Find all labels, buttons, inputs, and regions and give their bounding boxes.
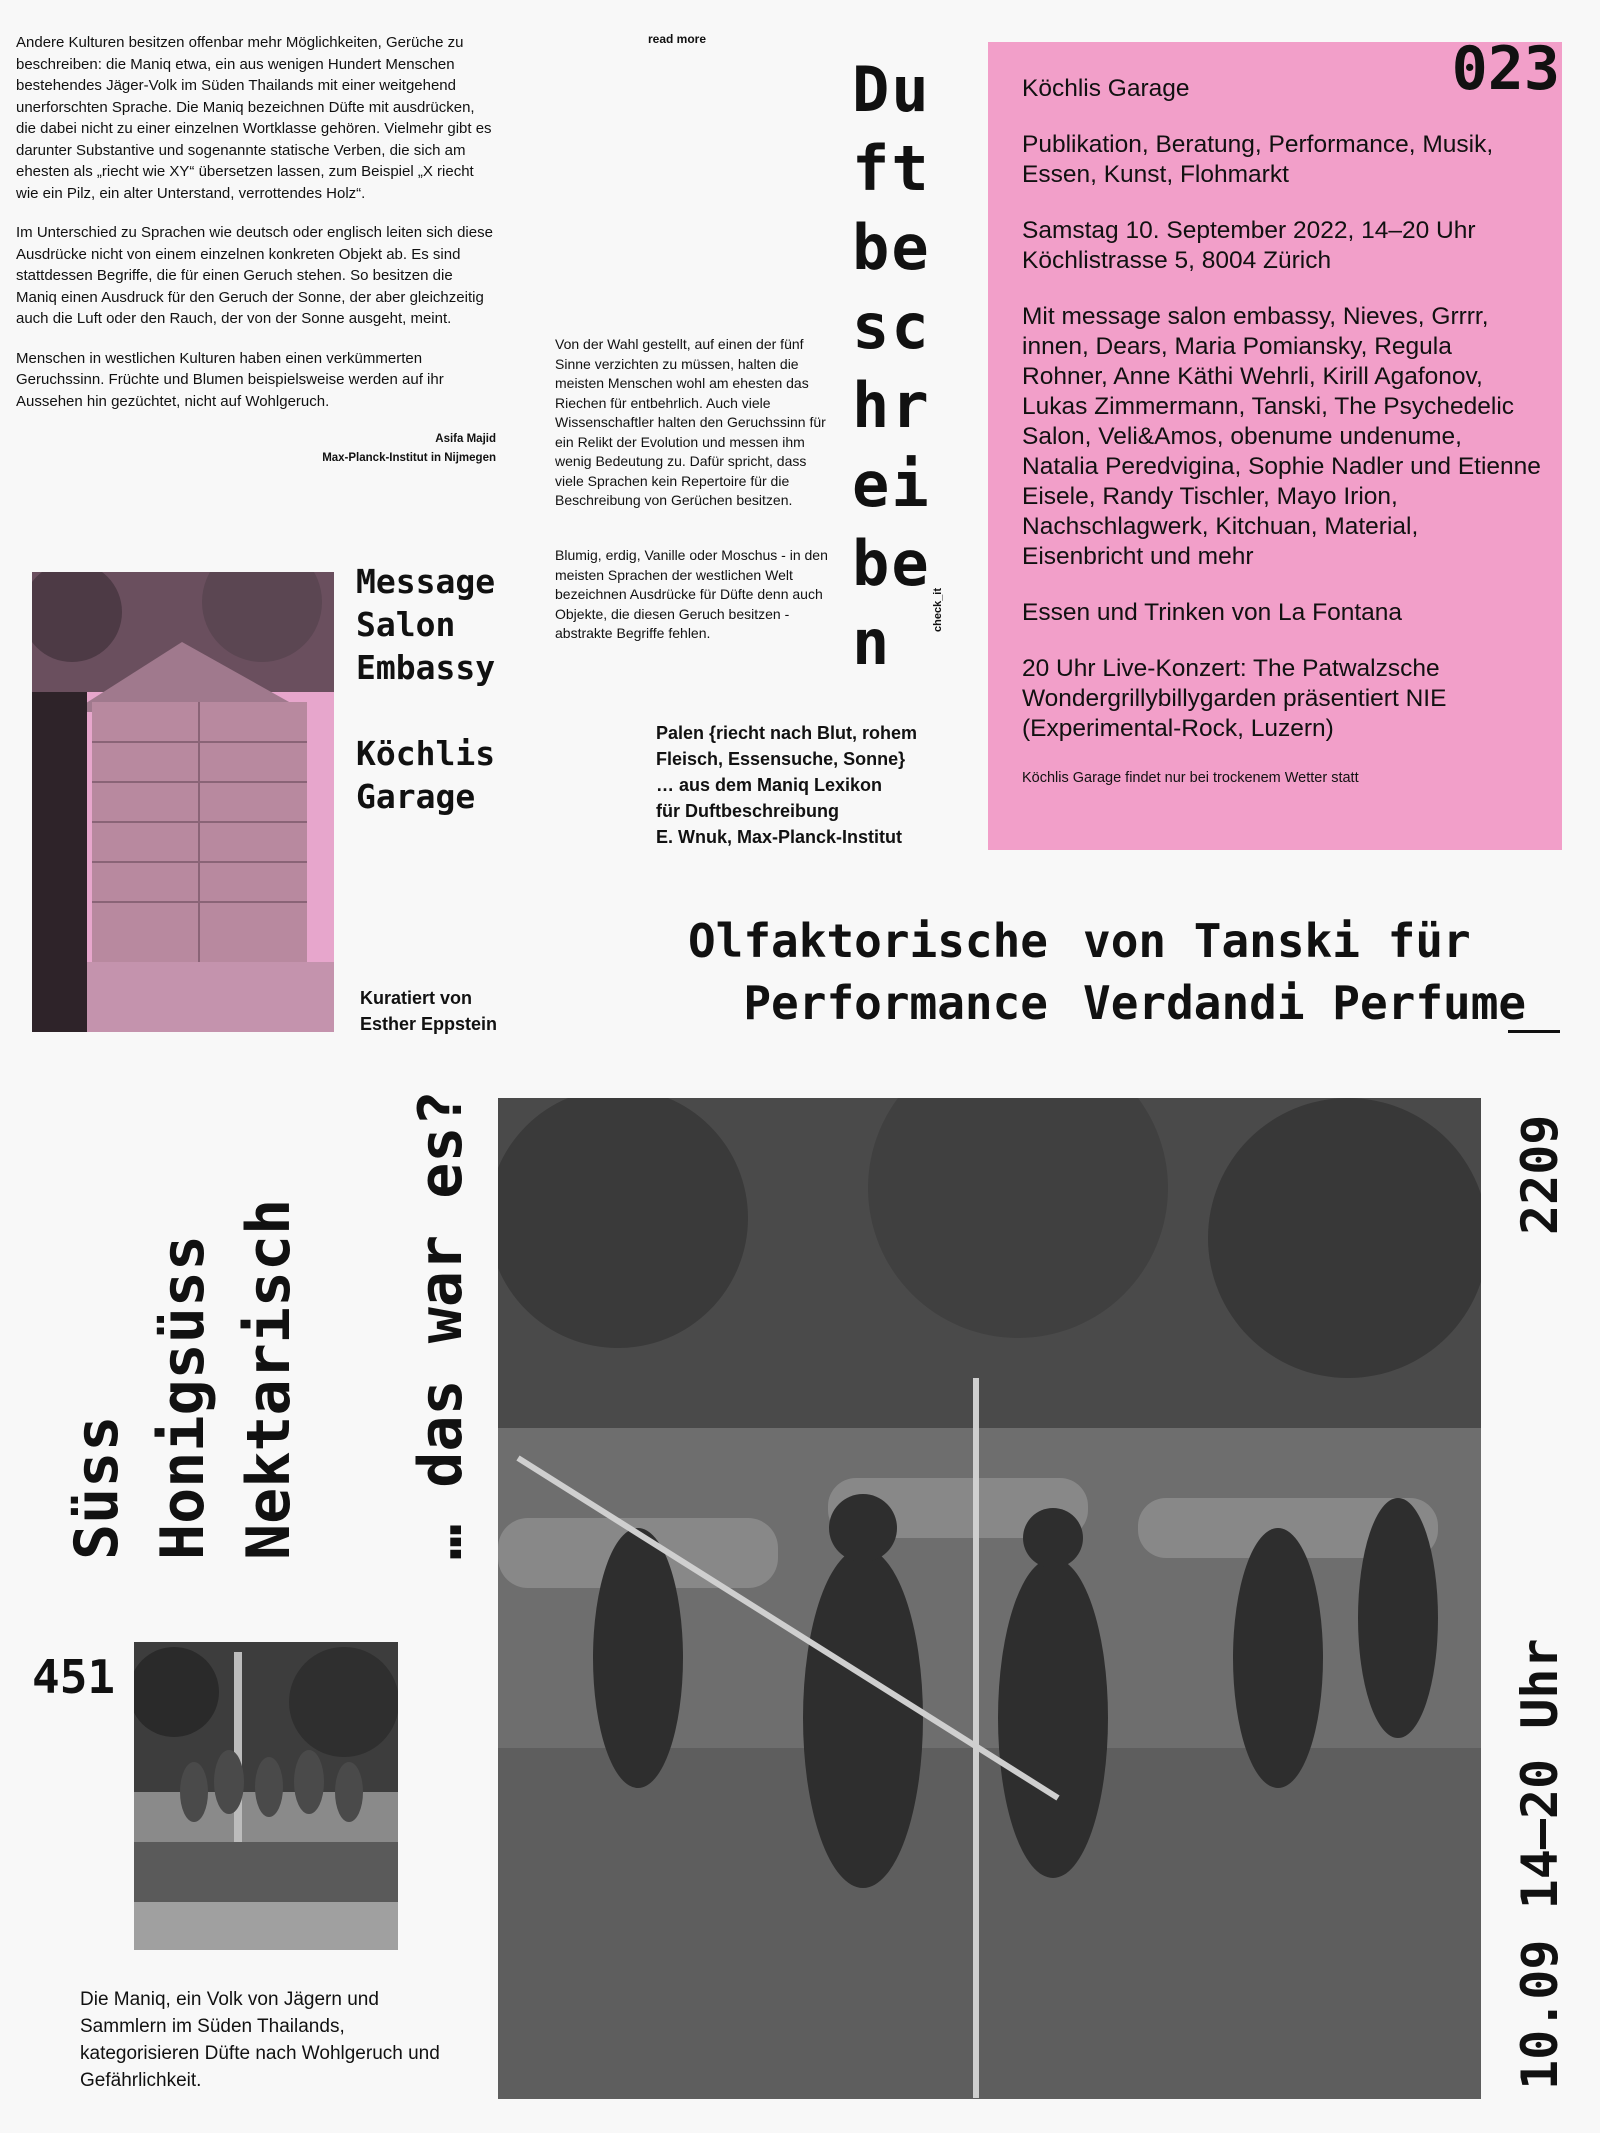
event-venue: Köchlis Garage (1022, 75, 1190, 102)
photo-caption: Die Maniq, ein Volk von Jägern und Sammlern im Süden Thailands, kategorisieren Düfte nach Wohlgeruch und Gefährlichkeit. (80, 1989, 440, 2091)
title-syllable: ft (852, 132, 931, 205)
intro-paragraph: Andere Kulturen besitzen offenbar mehr Möglichkeiten, Gerüche zu beschreiben: die Maniq etwa, ein aus wenigen Hundert Menschen bestehendes Jäger-Volk im Süden Thailands mit einer weitgehend unerforschten Sprache. Die Maniq bezeichnen Düfte mit ausdrücken, die dabei nicht zu einer einzelnen Wortklasse gehören. Vielmehr gibt es darunter Substantive und sogenannte statische Verben, die sich am ehesten als „riecht wie XY“ übersetzen lassen, zum Beispiel „X riecht wie ein Pilz, ein alter Unterstand, verrottendes Holz“. (16, 34, 492, 202)
curator-label: Kuratiert von (360, 988, 473, 1008)
title-syllable: sc (852, 290, 931, 363)
side-text-2: Blumig, erdig, Vanille oder Moschus - in den meisten Sprachen der westlichen Welt bezeichnen Ausdrücke für Düfte denn auch Objekte, die diesen Geruch besitzen - abstrakte Begriffe fehlen. (555, 547, 828, 641)
intro-text (16, 32, 496, 468)
tribe-small-photo (134, 1642, 398, 1950)
title-syllable: n (852, 606, 892, 679)
check-it-label[interactable]: check_it (932, 587, 944, 632)
underline-rule (1508, 1030, 1560, 1033)
title-syllable: ei (852, 448, 931, 521)
event-participants: Mit message salon embassy, Nieves, Grrrr, innen, Dears, Maria Pomiansky, Regula Rohner, Anne Käthi Wehrli, Kirill Agafonov, Lukas Zimmermann, Tanski, The Psychedelic Salon, Veli&Amos, obenume undenume, Natalia Peredvigina, Sophie Nadler und Etienne Eisele, Randy Tischler, Mayo Irion, Nachschlagwerk, Kitchuan, Material, Eisenbricht und mehr (1022, 303, 1541, 570)
vertical-word-honigsuess: Honigsüss (148, 1234, 218, 1560)
curator-name: Esther Eppstein (360, 1014, 498, 1034)
intro-paragraph: Menschen in westlichen Kulturen haben einen verkümmerten Geruchssinn. Früchte und Blumen beispielsweise werden auf ihr Aussehen hin gezüchtet, nicht auf Wohlgeruch. (16, 349, 444, 410)
read-more-link[interactable]: read more (648, 32, 707, 46)
event-note: Köchlis Garage findet nur bei trockenem Wetter statt (1022, 770, 1359, 786)
garage-photo (32, 572, 334, 1032)
title-syllable: be (852, 211, 931, 284)
quote-line: Palen {riecht nach Blut, rohem (656, 723, 918, 743)
vertical-title (852, 50, 931, 682)
title-syllable: Du (852, 53, 931, 126)
venue-heading (356, 560, 495, 818)
title-syllable: be (852, 527, 931, 600)
venue-line: Köchlis (356, 734, 496, 773)
event-program: Publikation, Beratung, Performance, Musik, Essen, Kunst, Flohmarkt (1022, 131, 1494, 188)
venue-line: Salon (356, 605, 456, 644)
vertical-word-nektarisch: Nektarisch (234, 1198, 304, 1560)
intro-paragraph: Im Unterschied zu Sprachen wie deutsch oder englisch leiten sich diese Ausdrücke nicht von einem einzelnen konkreten Objekt ab. Es sind stattdessen Begriffe, die für einen Geruch stehen. So besitzen die Maniq einen Ausdruck für den Geruch der Sonne, der aber gleichzeitig auch die Luft oder den Rauch, der von der Sonne ausgeht, meint. (16, 224, 493, 327)
venue-line: Embassy (356, 648, 496, 687)
event-info-box (988, 34, 1562, 850)
performance-title-left (660, 910, 1048, 1034)
performance-title-right (1083, 910, 1526, 1034)
quote-line: für Duftbeschreibung (656, 801, 839, 821)
performance-line: Olfaktorische (687, 914, 1048, 968)
venue-line: Garage (356, 777, 476, 816)
event-date-address: Samstag 10. September 2022, 14–20 Uhr Köchlistrasse 5, 8004 Zürich (1022, 217, 1476, 274)
venue-line: Message (356, 562, 496, 601)
page-number: 451 (32, 1650, 116, 1704)
performance-line: Performance (743, 976, 1048, 1030)
quote-line: E. Wnuk, Max-Planck-Institut (656, 827, 903, 847)
credit-institute: Max-Planck-Institut in Nijmegen (322, 452, 496, 464)
credit-name: Asifa Majid (435, 433, 496, 445)
event-concert: 20 Uhr Live-Konzert: The Patwalzsche Wondergrillybillygarden präsentiert NIE (Experimental-Rock, Luzern) (1022, 655, 1447, 742)
quote-line: … aus dem Maniq Lexikon (656, 775, 883, 795)
event-food: Essen und Trinken von La Fontana (1022, 599, 1403, 626)
title-syllable: hr (852, 369, 931, 442)
palen-quote (656, 720, 917, 850)
side-text-1: Von der Wahl gestellt, auf einen der fünf Sinne verzichten zu müssen, halten die meisten Menschen wohl am ehesten das Riechen für entbehrlich. Auch viele Wissenschaftler halten den Geruchssinn für ein Relikt der Evolution und messen ihm wenig Bedeutung zu. Dafür spricht, dass viele Sprachen kein Repertoire für die Beschreibung von Gerüchen besitzen. (555, 336, 826, 508)
intro-credit (16, 430, 496, 468)
issue-number: 023 (1451, 34, 1560, 104)
right-datetime: 10.09 14–20 Uhr (1511, 1638, 1569, 2090)
tribe-large-photo (498, 1098, 1481, 2099)
curator-credit (360, 985, 497, 1037)
vertical-word-das-war-es: … das war es? (406, 1090, 476, 1560)
vertical-word-suess: Süss (62, 1415, 132, 1560)
right-code: 2209 (1511, 1114, 1569, 1235)
quote-line: Fleisch, Essensuche, Sonne} (656, 749, 906, 769)
performance-line: Verdandi Perfume (1083, 976, 1527, 1030)
performance-line: von Tanski für (1083, 914, 1471, 968)
